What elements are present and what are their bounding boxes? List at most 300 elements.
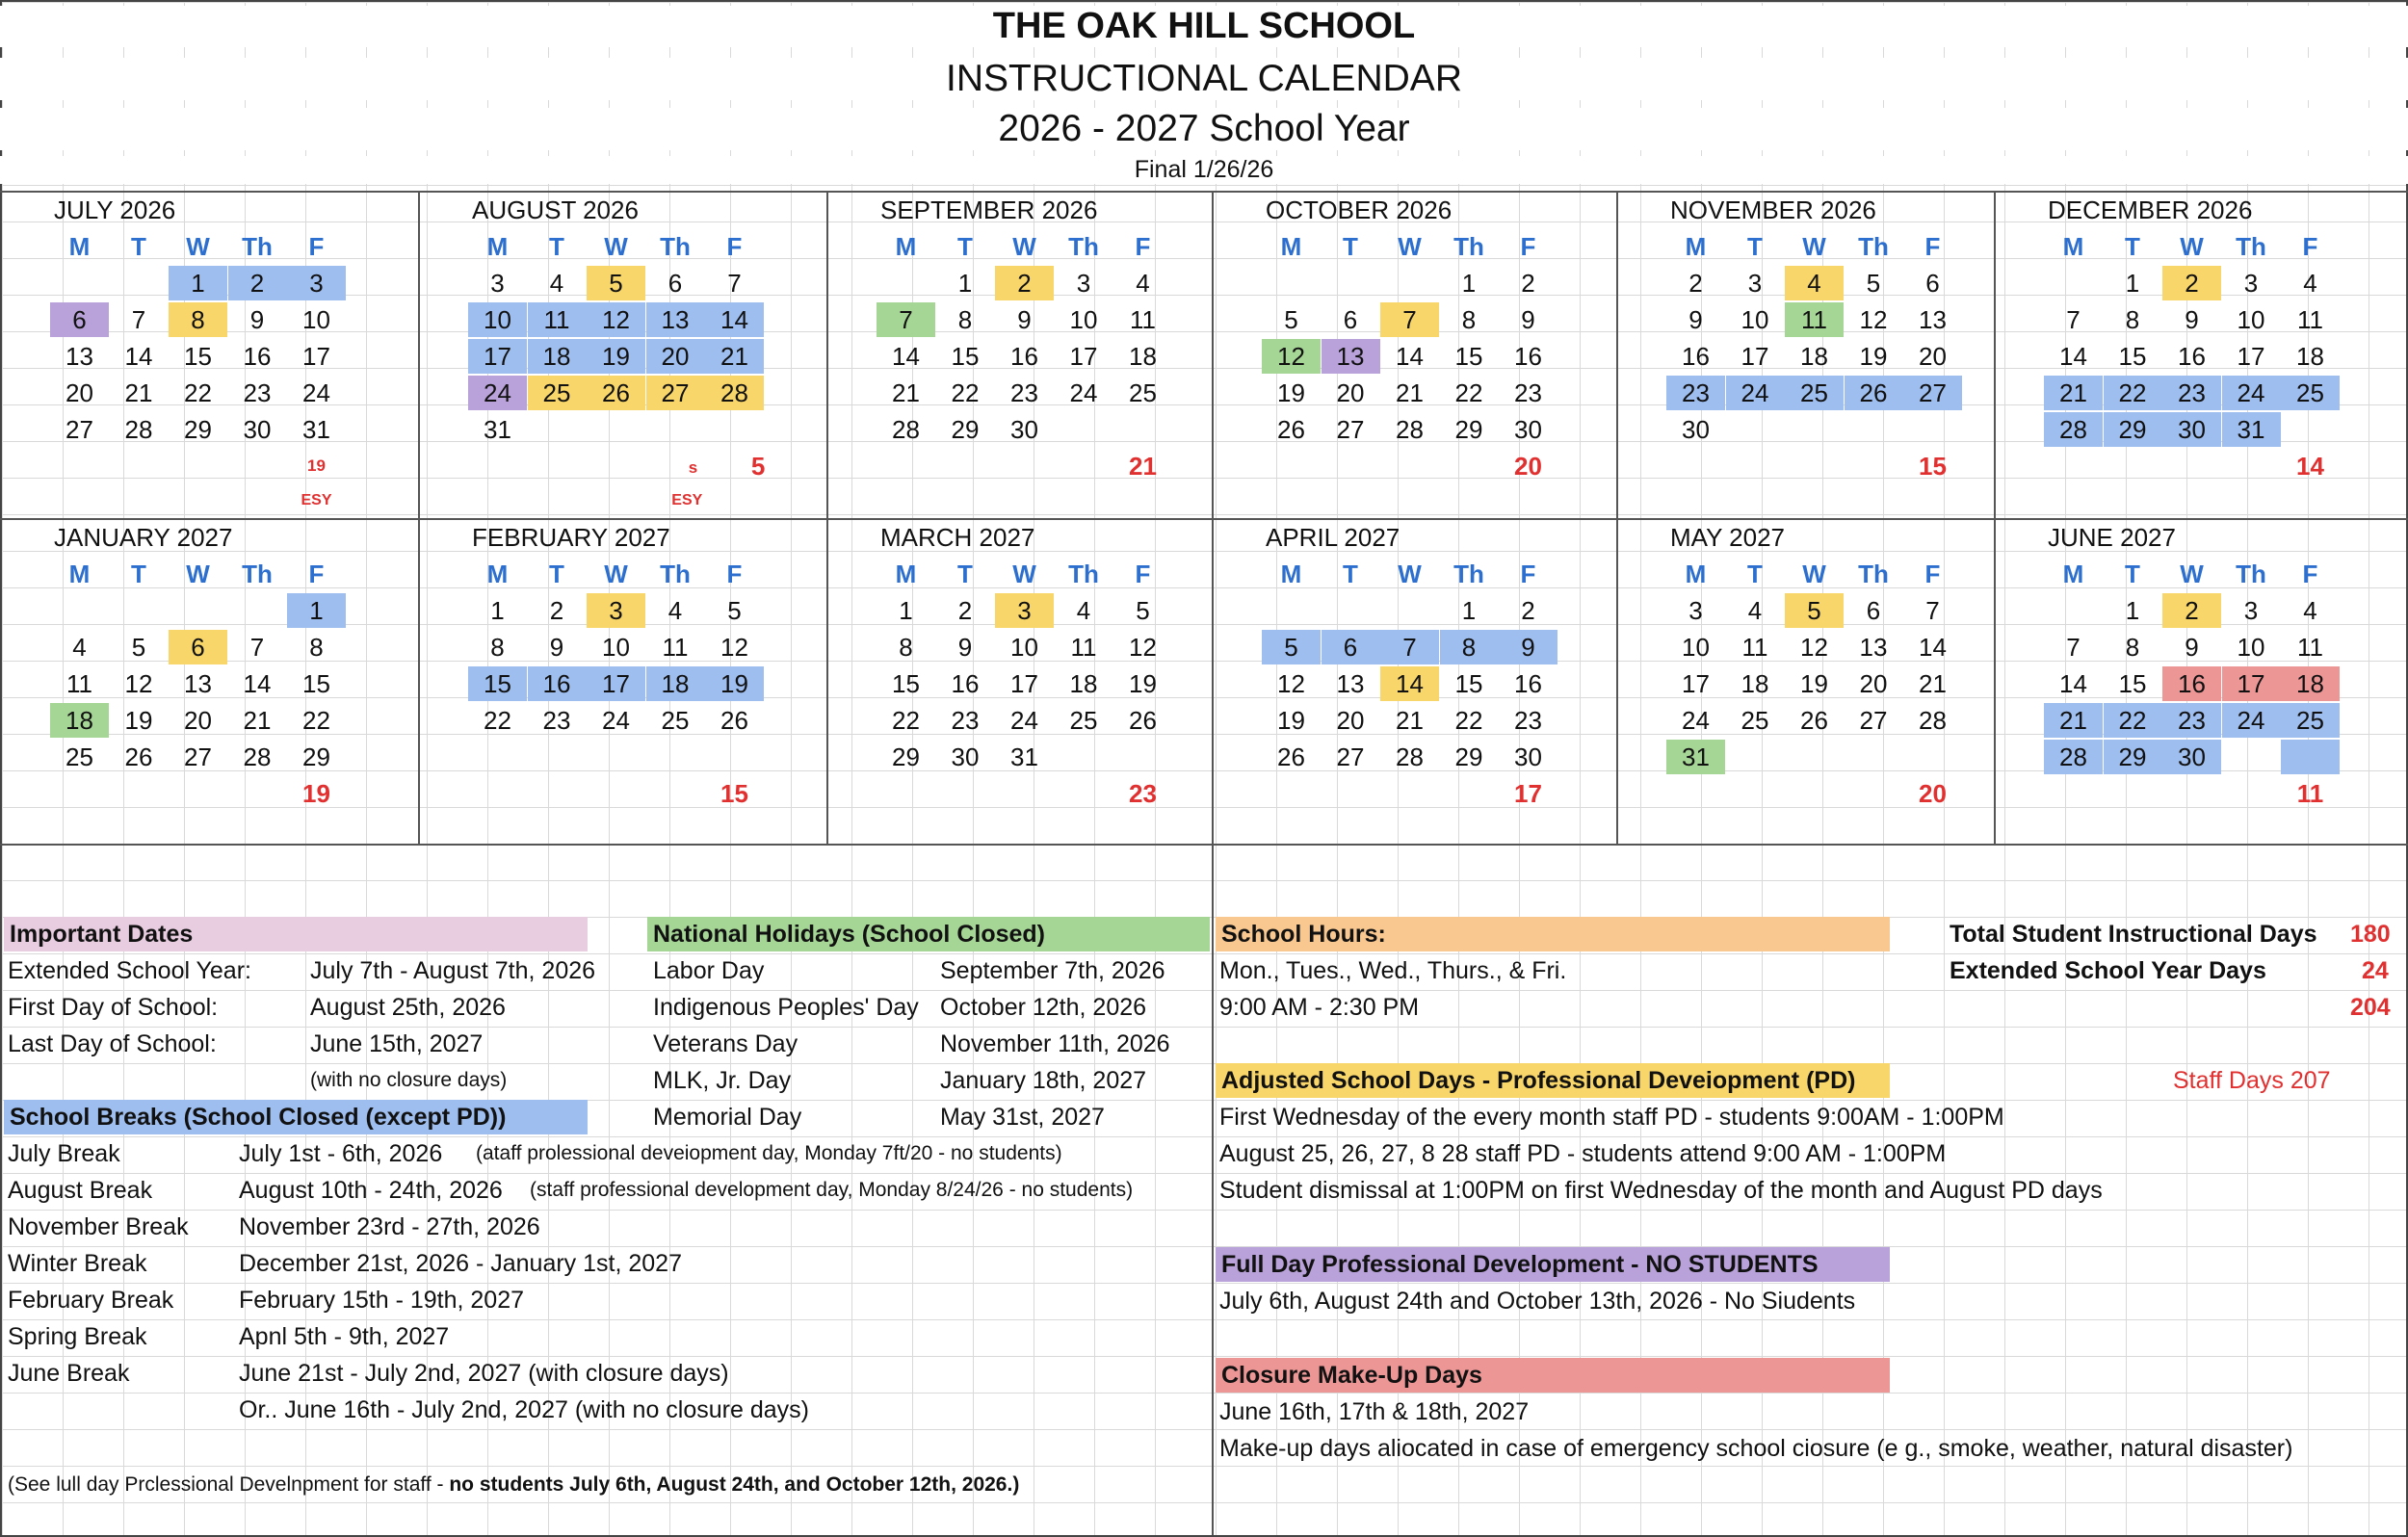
day-cell: 9 — [249, 305, 265, 334]
day-cell: 17 — [1069, 342, 1098, 371]
day-cell: 1 — [2125, 269, 2140, 298]
day-cell: 6 — [50, 302, 109, 337]
day-cell: 9 — [1521, 305, 1535, 334]
day-cell: 11 — [1741, 633, 1768, 662]
day-cell: 15 — [468, 666, 527, 701]
day-cell: 24 — [302, 378, 330, 407]
day-cell: 6 — [667, 269, 683, 298]
day-cell: 17 — [2222, 666, 2281, 701]
weekday-header: T — [957, 232, 973, 261]
day-cell: 27 — [646, 376, 705, 410]
last-day-label: Last Day of School: — [8, 1030, 217, 1057]
adjusted-days-header: Adjusted School Days - Professional Deveiopment (PD) — [1216, 1063, 1890, 1098]
break-dates: December 21st, 2026 - January 1st, 2027 — [239, 1250, 682, 1277]
day-cell: 21 — [1396, 378, 1424, 407]
day-cell: 22 — [2104, 703, 2162, 738]
weekday-header: Th — [1858, 560, 1889, 588]
weekday-header: F — [1520, 560, 1536, 588]
day-cell: 26 — [1129, 706, 1157, 735]
break-dates: November 23rd - 27th, 2026 — [239, 1213, 540, 1240]
weekday-header: W — [1012, 232, 1036, 261]
day-cell: 7 — [727, 269, 742, 298]
month-title: DECEMBER 2026 — [2048, 195, 2253, 224]
weekday-header: Th — [1453, 560, 1484, 588]
day-cell: 21 — [2044, 703, 2103, 738]
day-cell: 23 — [2162, 376, 2221, 410]
weekday-header: M — [68, 232, 91, 261]
day-cell: 22 — [951, 378, 980, 407]
day-cell: 30 — [2162, 740, 2221, 774]
day-cell: 27 — [184, 742, 212, 771]
weekday-header: F — [2302, 560, 2318, 588]
school-year: 2026 - 2027 School Year — [0, 108, 2408, 150]
day-cell: 22 — [2104, 376, 2162, 410]
day-cell: 1 — [957, 269, 973, 298]
day-cell: 21 — [892, 378, 920, 407]
day-cell: 8 — [899, 633, 913, 662]
day-cell: 5 — [131, 633, 146, 662]
day-cell: 12 — [124, 669, 153, 698]
day-cell: 28 — [1919, 706, 1947, 735]
day-cell: 20 — [646, 339, 705, 374]
day-cell: 28 — [1396, 415, 1424, 444]
weekday-header: W — [2180, 232, 2204, 261]
day-cell: 25 — [661, 706, 690, 735]
day-cell: 21 — [1396, 706, 1424, 735]
day-cell: 12 — [1277, 669, 1305, 698]
day-cell: 5 — [1262, 630, 1321, 664]
day-cell: 1 — [1461, 269, 1477, 298]
day-cell: 20 — [65, 378, 93, 407]
day-cell: 10 — [2237, 305, 2265, 334]
holiday-name: Indigenous Peoples' Day — [653, 994, 919, 1021]
day-cell: 13 — [646, 302, 705, 337]
weekday-header: W — [1398, 560, 1422, 588]
day-cell: 30 — [951, 742, 980, 771]
day-cell: 30 — [1682, 415, 1710, 444]
day-cell: 6 — [1322, 630, 1380, 664]
day-cell: 6 — [1343, 305, 1358, 334]
day-cell: 21 — [2044, 376, 2103, 410]
day-cell: 11 — [528, 302, 587, 337]
day-cell: 26 — [1277, 415, 1305, 444]
weekday-header: M — [1280, 232, 1302, 261]
weekday-header: T — [2125, 560, 2140, 588]
day-cell: 8 — [169, 302, 227, 337]
day-cell: 29 — [2104, 740, 2162, 774]
day-cell: 22 — [484, 706, 511, 735]
day-cell: 16 — [1682, 342, 1710, 371]
divider — [826, 191, 828, 844]
weekday-header: M — [895, 560, 917, 588]
holiday-date: November 11th, 2026 — [940, 1030, 1170, 1057]
weekday-header: F — [1924, 232, 1941, 261]
month-title: MAY 2027 — [1670, 523, 1786, 552]
esy-days-label: Extended School Year Days — [1950, 957, 2266, 984]
day-cell: 1 — [287, 593, 346, 628]
weekday-header: F — [2302, 232, 2318, 261]
weekday-header: Th — [660, 232, 691, 261]
break-dates: Apnl 5th - 9th, 2027 — [239, 1323, 450, 1350]
day-cell: 14 — [892, 342, 920, 371]
break-label: November Break — [8, 1213, 189, 1240]
day-cell: 14 — [1396, 342, 1424, 371]
weekday-header: M — [2062, 560, 2084, 588]
day-cell: 13 — [65, 342, 93, 371]
day-cell: 3 — [1688, 596, 1703, 625]
weekday-header: M — [486, 232, 509, 261]
day-cell: 18 — [1069, 669, 1098, 698]
day-cell: 7 — [249, 633, 265, 662]
day-cell: 18 — [1800, 342, 1828, 371]
day-cell: 16 — [243, 342, 272, 371]
divider — [1616, 191, 1618, 844]
day-cell: 2 — [957, 596, 973, 625]
break-dates: July 1st - 6th, 2026 — [239, 1140, 443, 1167]
first-day-value: August 25th, 2026 — [310, 994, 506, 1021]
divider — [0, 191, 2408, 193]
day-cell: 7 — [1380, 630, 1439, 664]
day-cell: 27 — [1859, 706, 1888, 735]
day-cell: 26 — [1800, 706, 1828, 735]
day-cell: 8 — [957, 305, 973, 334]
weekday-header: Th — [2236, 560, 2266, 588]
day-cell: 1 — [490, 596, 505, 625]
day-cell: 8 — [1440, 630, 1499, 664]
day-cell: 23 — [1666, 376, 1725, 410]
day-cell: 24 — [602, 706, 630, 735]
day-cell: 16 — [2162, 666, 2221, 701]
day-cell: 29 — [184, 415, 212, 444]
day-cell: 29 — [892, 742, 920, 771]
day-cell: 28 — [892, 415, 920, 444]
day-cell: 12 — [1800, 633, 1828, 662]
weekday-header: T — [131, 232, 146, 261]
day-cell: 19 — [1859, 342, 1888, 371]
school-title: THE OAK HILL SCHOOL — [0, 6, 2408, 47]
day-cell: 24 — [1726, 376, 1785, 410]
day-cell: 11 — [2297, 305, 2323, 334]
day-cell: 19 — [587, 339, 645, 374]
day-cell: 15 — [2118, 669, 2147, 698]
day-cell: 3 — [1747, 269, 1763, 298]
staff-days: Staff Days 207 — [2173, 1067, 2331, 1094]
day-cell: 19 — [1800, 669, 1828, 698]
esy-label: Extended School Year: — [8, 957, 251, 984]
break-label: June Break — [8, 1360, 130, 1387]
day-cell: 2 — [1688, 269, 1703, 298]
month-title: NOVEMBER 2026 — [1670, 195, 1876, 224]
weekday-header: Th — [1068, 232, 1099, 261]
day-cell: 30 — [2162, 412, 2221, 447]
day-cell: 7 — [1380, 302, 1439, 337]
day-cell: 18 — [528, 339, 587, 374]
weekday-header: M — [1685, 232, 1707, 261]
day-cell: 31 — [1666, 740, 1725, 774]
school-breaks-header: School Breaks (School Closed (except PD)) — [4, 1100, 588, 1134]
day-cell: 24 — [1010, 706, 1038, 735]
day-cell: 5 — [727, 596, 742, 625]
day-cell: 19 — [1277, 378, 1305, 407]
day-cell: 23 — [1514, 378, 1542, 407]
day-cell: 18 — [646, 666, 705, 701]
day-cell: 7 — [2066, 305, 2081, 334]
day-cell: 18 — [2281, 666, 2340, 701]
day-cell: 17 — [468, 339, 527, 374]
day-cell: 25 — [1741, 706, 1769, 735]
day-cell: 3 — [2243, 269, 2259, 298]
day-cell: 15 — [892, 669, 920, 698]
month-title: AUGUST 2026 — [472, 195, 639, 224]
weekday-header: T — [549, 560, 564, 588]
break-label: July Break — [8, 1140, 120, 1167]
month-title: JUNE 2027 — [2048, 523, 2176, 552]
weekday-header: M — [1280, 560, 1302, 588]
day-cell: 10 — [602, 633, 630, 662]
break-label: Spring Break — [8, 1323, 147, 1350]
day-cell: 2 — [2162, 266, 2221, 300]
month-title: JANUARY 2027 — [54, 523, 233, 552]
day-cell: 24 — [1682, 706, 1710, 735]
weekday-header: Th — [1068, 560, 1099, 588]
day-cell: 27 — [1903, 376, 1962, 410]
instructional-day-count: 11 — [2296, 779, 2324, 808]
day-cell: 22 — [302, 706, 330, 735]
day-cell: 5 — [1785, 593, 1844, 628]
day-cell: 17 — [1741, 342, 1769, 371]
weekday-header: T — [131, 560, 146, 588]
day-cell: 1 — [2125, 596, 2140, 625]
day-cell: 22 — [1454, 378, 1483, 407]
day-cell: 3 — [587, 593, 645, 628]
important-dates-header: Important Dates — [4, 917, 588, 951]
makeup-line-1: June 16th, 17th & 18th, 2027 — [1219, 1398, 1530, 1425]
day-cell: 10 — [1682, 633, 1710, 662]
day-cell: 30 — [1514, 415, 1542, 444]
day-cell: 12 — [587, 302, 645, 337]
day-cell: 23 — [243, 378, 272, 407]
holiday-name: MLK, Jr. Day — [653, 1067, 792, 1094]
day-cell: 1 — [169, 266, 227, 300]
day-cell: 9 — [1017, 305, 1032, 334]
weekday-header: F — [726, 560, 743, 588]
school-hours-days: Mon., Tues., Wed., Thurs., & Fri. — [1219, 957, 1567, 984]
day-cell: 4 — [1136, 269, 1150, 298]
instructional-day-count: 14 — [2296, 452, 2324, 481]
holiday-name: Memorial Day — [653, 1104, 802, 1131]
day-cell: 1 — [1461, 596, 1477, 625]
day-cell: 19 — [705, 666, 764, 701]
day-cell: 15 — [1454, 342, 1483, 371]
day-cell: 28 — [124, 415, 153, 444]
national-holidays-header: National Holidays (School Closed) — [647, 917, 1210, 951]
weekday-header: T — [549, 232, 564, 261]
day-cell: 8 — [2125, 305, 2140, 334]
day-cell: 2 — [1521, 596, 1535, 625]
break-label: Winter Break — [8, 1250, 147, 1277]
day-cell: 5 — [1136, 596, 1150, 625]
day-cell: 11 — [662, 633, 689, 662]
weekday-header: F — [1135, 560, 1151, 588]
day-cell: 4 — [72, 633, 87, 662]
day-cell: 20 — [1919, 342, 1947, 371]
day-cell: 16 — [1514, 342, 1542, 371]
weekday-header: T — [1343, 560, 1358, 588]
school-hours-header: School Hours: — [1216, 917, 1890, 951]
day-cell: 14 — [2059, 342, 2087, 371]
esy-days-value: 24 — [2362, 957, 2389, 984]
day-cell: 2 — [1521, 269, 1535, 298]
divider — [418, 191, 420, 844]
makeup-days-header: Closure Make-Up Days — [1216, 1358, 1890, 1393]
day-cell: 15 — [184, 342, 212, 371]
day-cell: 20 — [184, 706, 212, 735]
day-cell: 24 — [2222, 703, 2281, 738]
day-cell: 29 — [951, 415, 980, 444]
esy-label: ESY — [301, 492, 332, 508]
weekday-header: Th — [660, 560, 691, 588]
day-cell: 30 — [1010, 415, 1038, 444]
day-cell: 11 — [2297, 633, 2323, 662]
day-cell: 14 — [243, 669, 272, 698]
instructional-days-label: Total Student Instructional Days — [1950, 921, 2317, 948]
day-cell: 17 — [2237, 342, 2265, 371]
weekday-header: W — [1802, 232, 1826, 261]
day-cell: 20 — [1859, 669, 1888, 698]
day-cell: 15 — [2118, 342, 2147, 371]
day-cell: 25 — [65, 742, 93, 771]
day-cell: 26 — [1277, 742, 1305, 771]
day-cell: 31 — [2222, 412, 2281, 447]
weekday-header: F — [1135, 232, 1151, 261]
day-cell: 21 — [243, 706, 272, 735]
day-cell: 31 — [484, 415, 511, 444]
day-cell: 30 — [243, 415, 272, 444]
esy-marker: s — [688, 458, 698, 477]
divider — [1212, 191, 1214, 1535]
day-cell: 11 — [66, 669, 92, 698]
day-cell: 22 — [892, 706, 920, 735]
day-cell: 29 — [1454, 415, 1483, 444]
version-note: Final 1/26/26 — [0, 156, 2408, 184]
full-day-pd-header: Full Day Professional Development - NO STUDENTS — [1216, 1247, 1890, 1282]
day-cell: 31 — [1010, 742, 1038, 771]
adjusted-line-2: August 25, 26, 27, 8 28 staff PD - students attend 9:00 AM - 1:00PM — [1219, 1140, 1947, 1167]
day-cell: 15 — [951, 342, 980, 371]
day-cell: 2 — [549, 596, 564, 625]
day-cell: 15 — [1454, 669, 1483, 698]
break-note: (ataff prolessional deveiopment day, Monday 7ft/20 - no students) — [476, 1142, 1062, 1164]
day-cell: 14 — [124, 342, 153, 371]
month-title: SEPTEMBER 2026 — [880, 195, 1098, 224]
instructional-day-count: 23 — [1129, 779, 1157, 808]
day-cell: 21 — [705, 339, 764, 374]
weekday-header: Th — [1453, 232, 1484, 261]
day-cell: 18 — [1741, 669, 1769, 698]
day-cell: 22 — [184, 378, 212, 407]
month-title: JULY 2026 — [54, 195, 176, 224]
day-cell: 14 — [705, 302, 764, 337]
day-cell: 1 — [899, 596, 913, 625]
day-cell: 6 — [1866, 596, 1881, 625]
day-cell: 18 — [1129, 342, 1157, 371]
day-cell: 30 — [1514, 742, 1542, 771]
weekday-header: F — [1520, 232, 1536, 261]
day-cell: 16 — [528, 666, 587, 701]
day-cell: 29 — [302, 742, 330, 771]
day-cell: 28 — [2044, 740, 2103, 774]
day-cell: 18 — [50, 703, 109, 738]
day-cell: 28 — [705, 376, 764, 410]
weekday-header: W — [1012, 560, 1036, 588]
day-cell: 7 — [877, 302, 935, 337]
day-cell: 8 — [1461, 305, 1477, 334]
day-cell: 31 — [302, 415, 330, 444]
day-cell: 24 — [2222, 376, 2281, 410]
weekday-header: W — [2180, 560, 2204, 588]
break-note: (staff professional development day, Monday 8/24/26 - no students) — [530, 1179, 1134, 1201]
weekday-header: M — [68, 560, 91, 588]
day-cell: 27 — [65, 415, 93, 444]
day-cell: 12 — [1129, 633, 1157, 662]
break-dates: Or.. June 16th - July 2nd, 2027 (with no closure days) — [239, 1396, 809, 1423]
day-cell: 10 — [2237, 633, 2265, 662]
day-cell: 4 — [2303, 269, 2317, 298]
day-cell: 26 — [720, 706, 748, 735]
day-cell: 23 — [1010, 378, 1038, 407]
day-cell: 29 — [1454, 742, 1483, 771]
day-cell: 26 — [587, 376, 645, 410]
day-cell: 11 — [1070, 633, 1097, 662]
day-cell: 12 — [720, 633, 748, 662]
day-cell: 4 — [667, 596, 683, 625]
day-cell: 3 — [287, 266, 346, 300]
day-cell: 23 — [542, 706, 571, 735]
day-cell: 17 — [302, 342, 330, 371]
day-cell: 29 — [2104, 412, 2162, 447]
day-cell: 13 — [1859, 633, 1888, 662]
day-cell: 14 — [2059, 669, 2087, 698]
day-cell: 19 — [124, 706, 153, 735]
divider — [0, 844, 2408, 846]
instructional-days-value: 180 — [2350, 921, 2391, 948]
weekday-header: T — [1747, 232, 1763, 261]
day-cell: 23 — [1514, 706, 1542, 735]
weekday-header: Th — [242, 232, 273, 261]
day-cell: 7 — [131, 305, 146, 334]
calendar-subtitle: INSTRUCTIONAL CALENDAR — [0, 58, 2408, 100]
instructional-day-count: 15 — [720, 779, 748, 808]
holiday-date: September 7th, 2026 — [940, 957, 1165, 984]
day-cell: 17 — [587, 666, 645, 701]
day-cell: 3 — [2243, 596, 2259, 625]
day-cell: 5 — [1866, 269, 1881, 298]
day-cell: 13 — [184, 669, 212, 698]
day-cell: 4 — [1076, 596, 1091, 625]
last-day-value: June 15th, 2027 — [310, 1030, 484, 1057]
esy-label: ESY — [671, 492, 703, 508]
month-title: APRIL 2027 — [1266, 523, 1400, 552]
day-cell: 19 — [1129, 669, 1157, 698]
day-cell: 10 — [302, 305, 330, 334]
total-days-value: 204 — [2350, 994, 2391, 1021]
day-cell: 22 — [1454, 706, 1483, 735]
weekday-header: T — [1747, 560, 1763, 588]
full-day-pd-line: July 6th, August 24th and October 13th, 2026 - No Siudents — [1219, 1288, 1856, 1315]
weekday-header: W — [1802, 560, 1826, 588]
day-cell: 24 — [468, 376, 527, 410]
break-dates: June 21st - July 2nd, 2027 (with closure days) — [239, 1360, 729, 1387]
